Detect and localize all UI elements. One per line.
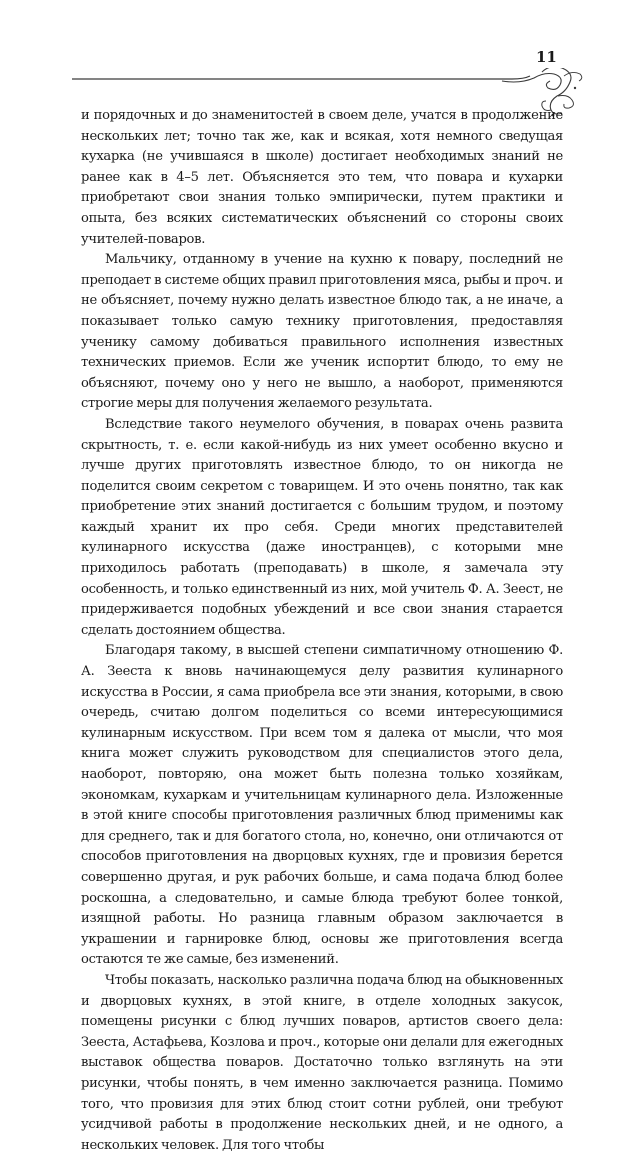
page-number: 11	[536, 48, 557, 66]
paragraph-4: Благодаря такому, в высшей степени симпатичному отношению Ф. А. Зееста к вновь начинающемуся делу развития кулинарного искусства в России, я сама приобрела все эти знания, которыми, в свою очередь, считаю долгом поделиться со всеми интересующимися кулинарным искусством. При всем том я далека от мысли, что моя книга может служить руководством для специалистов этого дела, наоборот, повторяю, она может быть полезна только хозяйкам, экономкам, кухаркам и учительницам кулинарного дела. Изложенные в этой книге способы приготовления различных блюд применимы как для среднего, так и для богатого стола, но, конечно, они отличаются от способов приготовления на дворцовых кухнях, где и провизия берется совершенно другая, и рук рабочих больше, и сама подача блюд более роскошна, а следовательно, и самые блюда требуют более тонкой, изящной работы. Но разница главным образом заключается в украшении и гарнировке блюд, основы же приготовления всегда остаются те же самые, без изменений.	[81, 643, 563, 968]
page-text	[81, 106, 563, 1156]
paragraph-2: Мальчику, отданному в учение на кухню к повару, последний не преподает в системе общих правил приготовления мяса, рыбы и проч. и не объясняет, почему нужно делать известное блюдо так, а не иначе, а показывает только самую технику приготовления, предоставляя ученику самому добиваться правильного исполнения известных технических приемов. Если же ученик испортит блюдо, то ему не объясняют, почему оно у него не вышло, а наоборот, применяются строгие меры для получения желаемого результата.	[81, 252, 563, 412]
paragraph-1: и порядочных и до знаменитостей в своем деле, учатся в продолжение нескольких лет; точно так же, как и всякая, хотя немного сведущая кухарка (не учившаяся в школе) достигает необходимых знаний не ранее как в 4–5 лет. Объясняется это тем, что повара и кухарки приобретают свои знания только эмпирически, путем практики и опыта, без всяких систематических объяснений со стороны своих учителей-поваров.	[81, 108, 563, 247]
paragraph-5: Чтобы показать, насколько различна подача блюд на обыкновенных и дворцовых кухнях, в этой книге, в отделе холодных закусок, помещены рисунки с блюд лучших поваров, артистов своего дела: Зееста, Астафьева, Козлова и проч., которые они делали для ежегодных выставок общества поваров. Достаточно только взглянуть на эти рисунки, чтобы понять, в чем именно заключается разница. Помимо того, что провизия для этих блюд стоит сотни рублей, они требуют усидчивой работы в продолжение нескольких дней, и не одного, а нескольких человек. Для того чтобы	[81, 972, 563, 1153]
paragraph-3: Вследствие такого неумелого обучения, в поварах очень развита скрытность, т. е. если какой-нибудь из них умеет особенно вкусно и лучше других приготовлять известное блюдо, то он никогда не поделится своим секретом с товарищем. И это очень понятно, так как приобретение этих знаний достигается с большим трудом, и поэтому каждый хранит их про себя. Среди многих представителей кулинарного искусства (даже иностранцев), с которыми мне приходилось работать (преподавать) в школе, я замечала эту особенность, и только единственный из них, мой учитель Ф. А. Зеест, не придерживается подобных убеждений и все свои знания старается сделать достоянием общества.	[81, 416, 563, 638]
